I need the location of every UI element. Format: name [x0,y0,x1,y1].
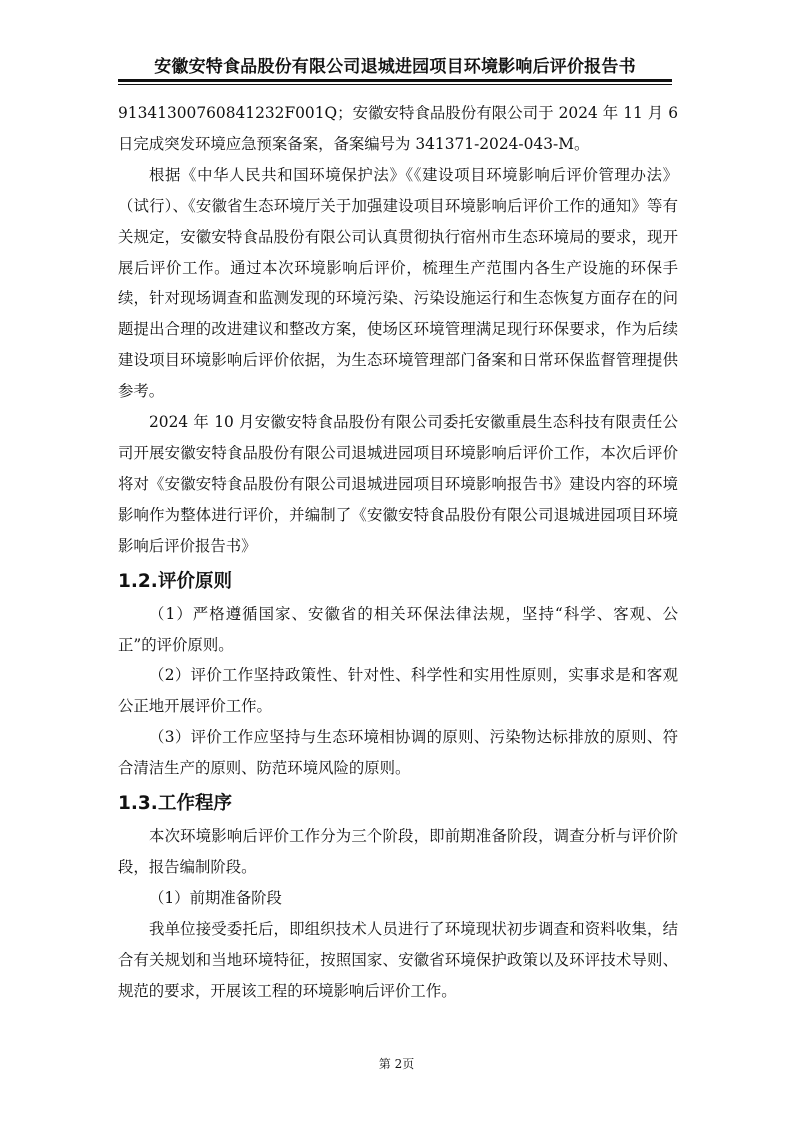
principle-item: （2）评价工作坚持政策性、针对性、科学性和实用性原则，实事求是和客观公正地开展评价工作。 [118,666,678,716]
procedure-intro: 本次环境影响后评价工作分为三个阶段，即前期准备阶段，调查分析与评价阶段，报告编制阶段。 [118,827,678,876]
paragraph-regulatory-basis: 根据《中华人民共和国环境保护法》《《建设项目环境影响后评价管理办法》（试行）、《安徽省生态环境厅关于加强建设项目环境影响后评价工作的通知》等有关规定，安徽安特食品股份有限公司认真贯彻执行宿州市生态环境局的要求，现开展后评价工作。通过本次环境影响后评价，梳理生产范围内各生产设施的环保手续，针对现场调查和监测发现的环境污染、污染设施运行和生态恢复方面存在的问题提出合理的改进建议和整改方案，使场区环境管理满足现行环保要求，作为后续建设项目环境影响后评价依据，为生态环境管理部门备案和日常环保监督管理提供参考。 [118,165,678,401]
page-body [118,98,678,1006]
section-heading-evaluation-principles [118,562,678,599]
paragraph-permit-continuation: 91341300760841232F001Q；安徽安特食品股份有限公司于 2024 年 11 月 6 日完成突发环境应急预案备案，备案编号为 341371-2024-043-M。 [118,104,678,153]
header-rule-thin [118,84,672,85]
section-heading-work-procedure [118,784,678,821]
section-title: 评价原则 [158,570,233,592]
section-title: 工作程序 [158,793,233,815]
header-rule-thick [118,79,672,82]
principle-item: （3）评价工作应坚持与生态环境相协调的原则、污染物达标排放的原则、符合清洁生产的原则、防范环境风险的原则。 [118,728,678,778]
stage-title: （1）前期准备阶段 [149,888,282,907]
stage-text: 我单位接受委托后，即组织技术人员进行了环境现状初步调查和资料收集，结合有关规划和当地环境特征，按照国家、安徽省环境保护政策以及环评技术导则、规范的要求，开展该工程的环境影响后评价工作。 [118,919,678,1000]
document-header-title: 安徽安特食品股份有限公司退城进园项目环境影响后评价报告书 [154,57,636,77]
section-number: 1.3. [118,793,158,815]
page-number: 第 2页 [378,1057,415,1071]
section-number: 1.2. [118,570,158,592]
paragraph-commission: 2024 年 10 月安徽安特食品股份有限公司委托安徽重晨生态科技有限责任公司开展安徽安特食品股份有限公司退城进园项目环境影响后评价工作，本次后评价将对《安徽安特食品股份有限公司退城进园项目环境影响报告书》建设内容的环境影响作为整体进行评价，并编制了《安徽安特食品股份有限公司退城进园项目环境影响后评价报告书》 [118,413,678,555]
principle-item: （1）严格遵循国家、安徽省的相关环保法律法规，坚持“科学、客观、公正”的评价原则。 [118,604,678,654]
